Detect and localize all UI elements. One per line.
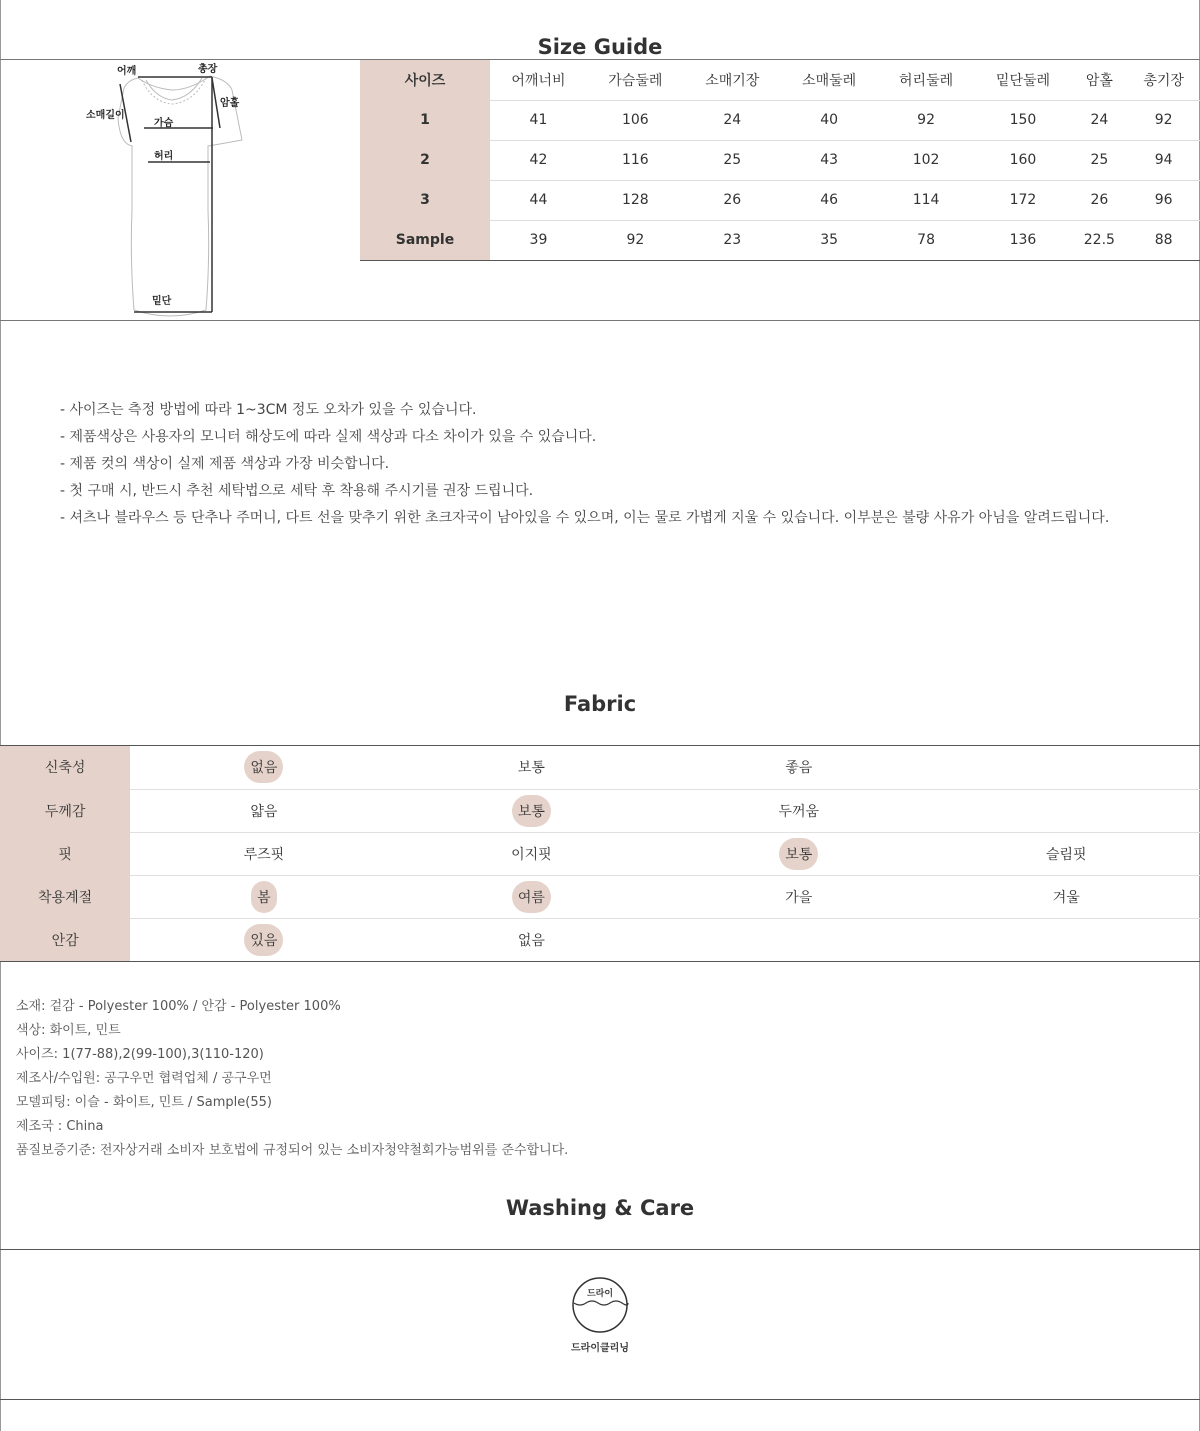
fabric-row-label: 두께감 bbox=[0, 789, 130, 832]
size-cell: 92 bbox=[587, 220, 684, 260]
fabric-table bbox=[0, 746, 1200, 962]
size-cell: 25 bbox=[684, 140, 781, 180]
size-header-cell: 허리둘레 bbox=[878, 60, 975, 100]
washing-top-divider bbox=[0, 1249, 1200, 1250]
bottom-divider bbox=[0, 1399, 1200, 1400]
size-table-header bbox=[360, 60, 1200, 100]
fabric-row-fit bbox=[0, 832, 1200, 875]
fabric-row-thickness bbox=[0, 789, 1200, 832]
dry-clean-icon-text: 드라이 bbox=[586, 1289, 614, 1299]
fabric-option: 겨울 bbox=[1052, 889, 1080, 906]
label-waist: 허리 bbox=[154, 151, 174, 162]
info-line: 제조사/수입원: 공구우먼 협력업체 / 공구우먼 bbox=[16, 1071, 272, 1086]
size-cell: 26 bbox=[684, 180, 781, 220]
size-header-cell: 소매둘레 bbox=[781, 60, 878, 100]
size-cell: 102 bbox=[878, 140, 975, 180]
label-sleeve-length: 소매길이 bbox=[86, 110, 125, 121]
fabric-option: 없음 bbox=[244, 751, 283, 783]
fabric-row-label: 핏 bbox=[0, 832, 130, 875]
size-cell: 26 bbox=[1071, 180, 1127, 220]
fabric-option: 보통 bbox=[779, 838, 818, 870]
info-line: 모델피팅: 이슬 - 화이트, 민트 / Sample(55) bbox=[16, 1095, 272, 1110]
label-armhole: 암홀 bbox=[220, 98, 240, 109]
fabric-row-label: 신축성 bbox=[0, 746, 130, 789]
size-row-label: 2 bbox=[360, 140, 490, 180]
dress-diagram bbox=[80, 60, 260, 320]
fabric-option: 루즈핏 bbox=[243, 846, 285, 863]
fabric-option: 좋음 bbox=[785, 760, 813, 777]
size-cell: 35 bbox=[781, 220, 878, 260]
size-guide-bottom-divider bbox=[0, 320, 1200, 321]
note-item: - 사이즈는 측정 방법에 따라 1~3CM 정도 오차가 있을 수 있습니다. bbox=[60, 402, 477, 418]
size-cell: 150 bbox=[975, 100, 1072, 140]
fabric-row-label: 안감 bbox=[0, 918, 130, 961]
fabric-row-stretch bbox=[0, 746, 1200, 789]
size-cell: 23 bbox=[684, 220, 781, 260]
note-item: - 제품 컷의 색상이 실제 제품 색상과 가장 비슷합니다. bbox=[60, 456, 390, 472]
size-cell: 94 bbox=[1127, 140, 1200, 180]
size-cell: 128 bbox=[587, 180, 684, 220]
size-row-label: 3 bbox=[360, 180, 490, 220]
size-cell: 22.5 bbox=[1071, 220, 1127, 260]
size-header-cell: 어깨너비 bbox=[490, 60, 587, 100]
size-cell: 25 bbox=[1071, 140, 1127, 180]
fabric-option: 보통 bbox=[517, 760, 545, 777]
size-cell: 42 bbox=[490, 140, 587, 180]
fabric-option: 있음 bbox=[244, 924, 283, 956]
label-chest: 가슴 bbox=[154, 118, 174, 129]
note-item: - 셔츠나 블라우스 등 단추나 주머니, 다트 선을 맞추기 위한 초크자국이 남아있을 수 있으며, 이는 물로 가볍게 지울 수 있습니다. 이부분은 불량 사유가 아님을 알려드립니다. bbox=[60, 510, 1110, 526]
size-cell: 88 bbox=[1127, 220, 1200, 260]
fabric-option: 봄 bbox=[251, 881, 277, 913]
size-cell: 24 bbox=[684, 100, 781, 140]
size-cell: 136 bbox=[975, 220, 1072, 260]
table-row bbox=[360, 180, 1200, 220]
info-line: 사이즈: 1(77-88),2(99-100),3(110-120) bbox=[16, 1047, 264, 1062]
size-header-cell: 소매기장 bbox=[684, 60, 781, 100]
size-guide-title: Size Guide bbox=[537, 35, 663, 59]
size-header-cell: 암홀 bbox=[1071, 60, 1127, 100]
size-header-cell: 사이즈 bbox=[360, 60, 490, 100]
table-row bbox=[360, 220, 1200, 260]
label-hem: 밑단 bbox=[152, 296, 172, 307]
fabric-option: 없음 bbox=[517, 932, 545, 949]
washing-label: 드라이클리닝 bbox=[571, 1343, 629, 1354]
size-cell: 44 bbox=[490, 180, 587, 220]
size-header-cell: 총기장 bbox=[1127, 60, 1200, 100]
size-cell: 116 bbox=[587, 140, 684, 180]
size-cell: 24 bbox=[1071, 100, 1127, 140]
size-cell: 41 bbox=[490, 100, 587, 140]
fabric-row-season bbox=[0, 875, 1200, 918]
label-shoulder: 어깨 bbox=[117, 66, 137, 77]
note-item: - 제품색상은 사용자의 모니터 해상도에 따라 실제 색상과 다소 차이가 있을 수 있습니다. bbox=[60, 429, 597, 445]
size-cell: 114 bbox=[878, 180, 975, 220]
table-row bbox=[360, 140, 1200, 180]
info-line: 색상: 화이트, 민트 bbox=[16, 1023, 121, 1038]
fabric-title: Fabric bbox=[563, 692, 637, 716]
note-item: - 첫 구매 시, 반드시 추천 세탁법으로 세탁 후 착용해 주시기를 권장 드립니다. bbox=[60, 483, 534, 499]
info-line: 소재: 겉감 - Polyester 100% / 안감 - Polyester 100% bbox=[16, 999, 341, 1014]
size-cell: 43 bbox=[781, 140, 878, 180]
info-line: 제조국 : China bbox=[16, 1119, 104, 1134]
dry-clean-icon bbox=[570, 1277, 630, 1333]
notes-list bbox=[60, 397, 1109, 532]
info-line: 품질보증기준: 전자상거래 소비자 보호법에 규정되어 있는 소비자청약철회가능범위를 준수합니다. bbox=[16, 1143, 569, 1158]
product-info bbox=[16, 995, 568, 1163]
size-cell: 96 bbox=[1127, 180, 1200, 220]
label-length: 총장 bbox=[198, 64, 218, 75]
table-row bbox=[360, 100, 1200, 140]
size-cell: 40 bbox=[781, 100, 878, 140]
size-row-label: Sample bbox=[360, 220, 490, 260]
fabric-option: 보통 bbox=[512, 795, 551, 827]
washing-title: Washing & Care bbox=[505, 1196, 695, 1220]
fabric-option: 얇음 bbox=[250, 803, 278, 820]
size-table bbox=[360, 60, 1200, 261]
fabric-option: 이지핏 bbox=[511, 846, 552, 863]
size-header-cell: 밑단둘레 bbox=[975, 60, 1072, 100]
fabric-option: 두꺼움 bbox=[778, 803, 820, 820]
fabric-row-lining bbox=[0, 918, 1200, 961]
fabric-option: 슬림핏 bbox=[1045, 846, 1087, 863]
size-row-label: 1 bbox=[360, 100, 490, 140]
size-header-cell: 가슴둘레 bbox=[587, 60, 684, 100]
size-cell: 106 bbox=[587, 100, 684, 140]
size-cell: 92 bbox=[878, 100, 975, 140]
size-cell: 160 bbox=[975, 140, 1072, 180]
fabric-row-label: 착용계절 bbox=[0, 875, 130, 918]
size-cell: 78 bbox=[878, 220, 975, 260]
size-cell: 39 bbox=[490, 220, 587, 260]
fabric-option: 가을 bbox=[785, 889, 813, 906]
size-cell: 46 bbox=[781, 180, 878, 220]
fabric-option: 여름 bbox=[512, 881, 551, 913]
size-cell: 92 bbox=[1127, 100, 1200, 140]
size-cell: 172 bbox=[975, 180, 1072, 220]
